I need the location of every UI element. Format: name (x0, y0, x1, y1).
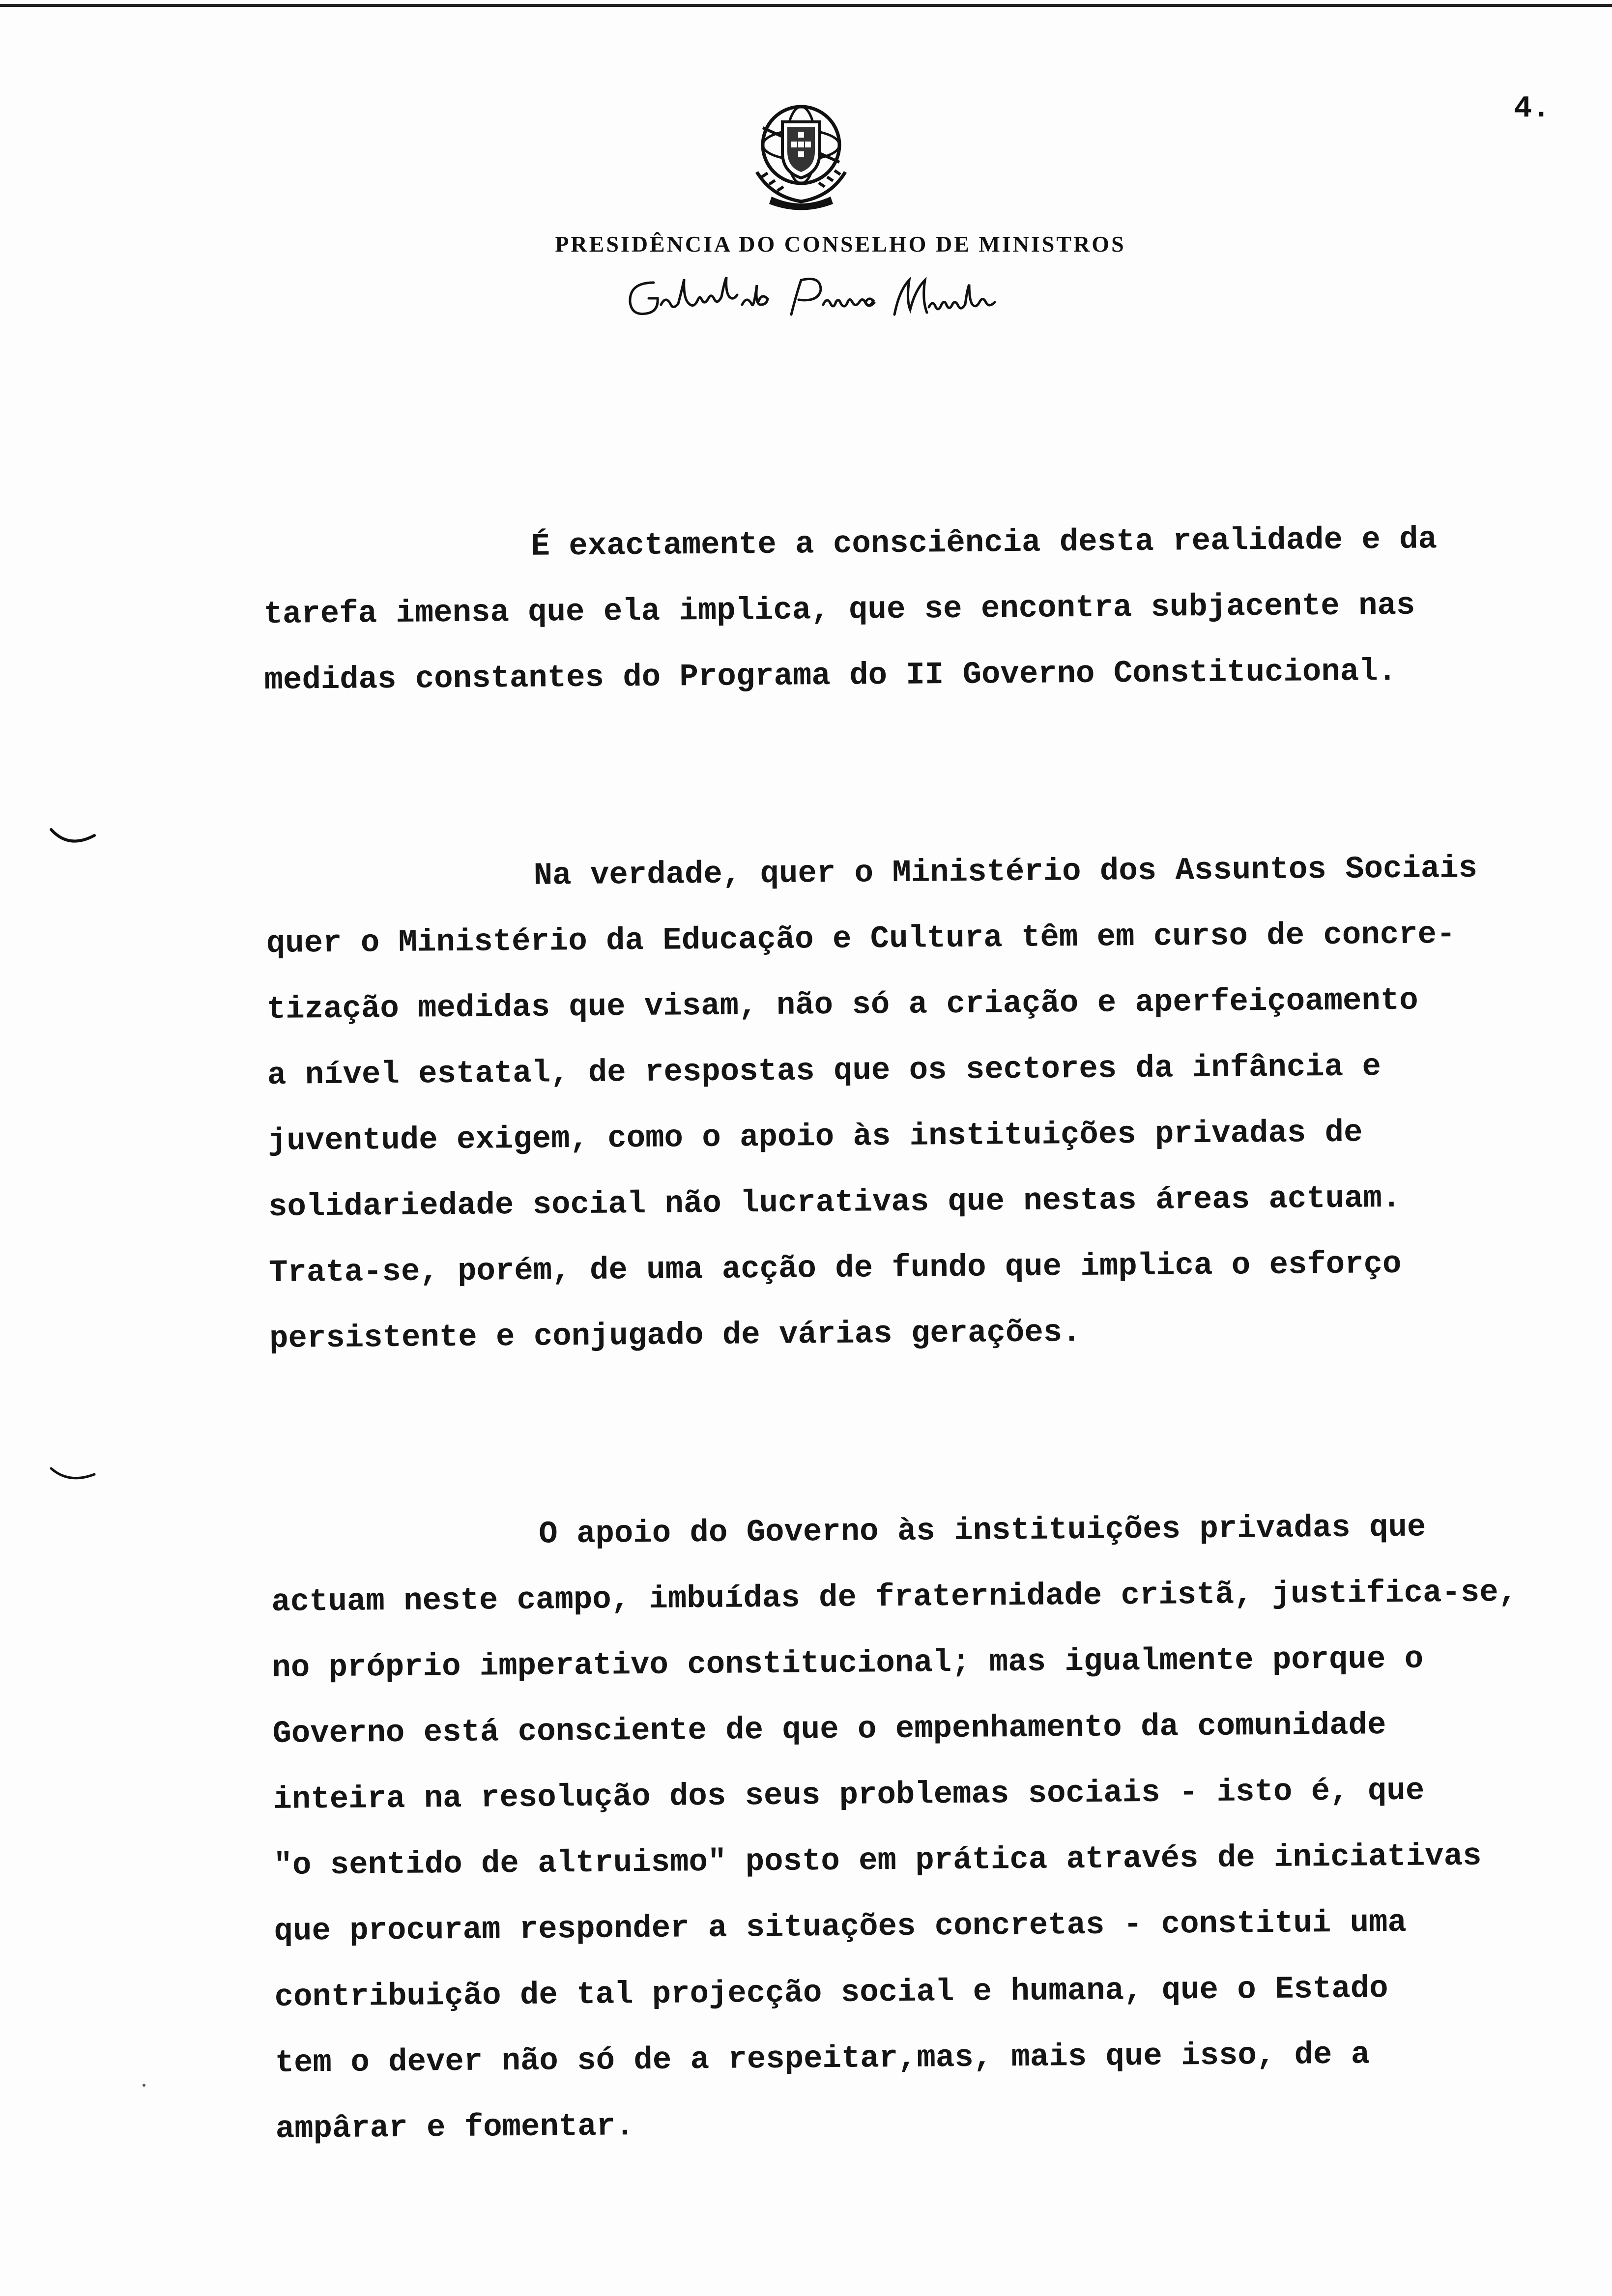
margin-mark (49, 1464, 98, 1492)
text-line: Na verdade, quer o Ministério dos Assuntos Sociais (533, 851, 1478, 894)
text-line: Trata-se, porém, de uma acção de fundo que implica o esforço (268, 1246, 1402, 1291)
text-line: ampârar e fomentar. (275, 2109, 634, 2147)
text-line: quer o Ministério da Educação e Cultura têm em curso de concre- (266, 917, 1456, 962)
text-line: que procuram responder a situações concretas - constitui uma (274, 1905, 1407, 1950)
text-line: "o sentido de altruismo" posto em prática através de iniciativas (273, 1838, 1482, 1884)
text-line: tização medidas que visam, não só a criação e aperfeiçoamento (266, 983, 1418, 1028)
text-line: tem o dever não só de a respeitar,mas, mais que isso, de a (275, 2037, 1370, 2081)
coat-of-arms-emblem (742, 98, 860, 211)
office-script-signature (619, 268, 1022, 322)
stray-dot (143, 2084, 145, 2087)
text-line: juventude exigem, como o apoio às instituições privadas de (267, 1115, 1363, 1159)
text-line: O apoio do Governo às instituições privadas que (539, 1510, 1426, 1552)
paragraph-3 (271, 1493, 1593, 2162)
text-line: persistente e conjugado de várias gerações. (269, 1315, 1081, 1357)
text-line: Governo está consciente de que o empenhamento da comunidade (272, 1708, 1386, 1752)
margin-mark (49, 826, 98, 853)
letter-body (263, 506, 1594, 2294)
text-line: contribuição de tal projecção social e humana, que o Estado (274, 1971, 1388, 2015)
text-line: solidariedade social não lucrativas que nestas áreas actuam. (268, 1180, 1401, 1225)
text-line: medidas constantes do Programa do II Governo Constitucional. (264, 654, 1397, 698)
paragraph-2 (265, 835, 1586, 1372)
text-line: a nível estatal, de respostas que os sectores da infância e (267, 1049, 1382, 1093)
paragraph-1 (263, 506, 1582, 714)
text-line: no próprio imperativo constitucional; mas igualmente porque o (272, 1641, 1424, 1686)
text-line: É exactamente a consciência desta realidade e da (531, 522, 1438, 565)
page-number: 4. (1514, 91, 1551, 126)
top-border-line (0, 4, 1612, 7)
text-line: actuam neste campo, imbuídas de fraternidade cristã, justifica-se, (271, 1575, 1518, 1620)
institution-name: PRESIDÊNCIA DO CONSELHO DE MINISTROS (555, 231, 1126, 257)
text-line: tarefa imensa que ela implica, que se encontra subjacente nas (263, 588, 1415, 632)
text-line: inteira na resolução dos seus problemas sociais - isto é, que (273, 1773, 1425, 1818)
